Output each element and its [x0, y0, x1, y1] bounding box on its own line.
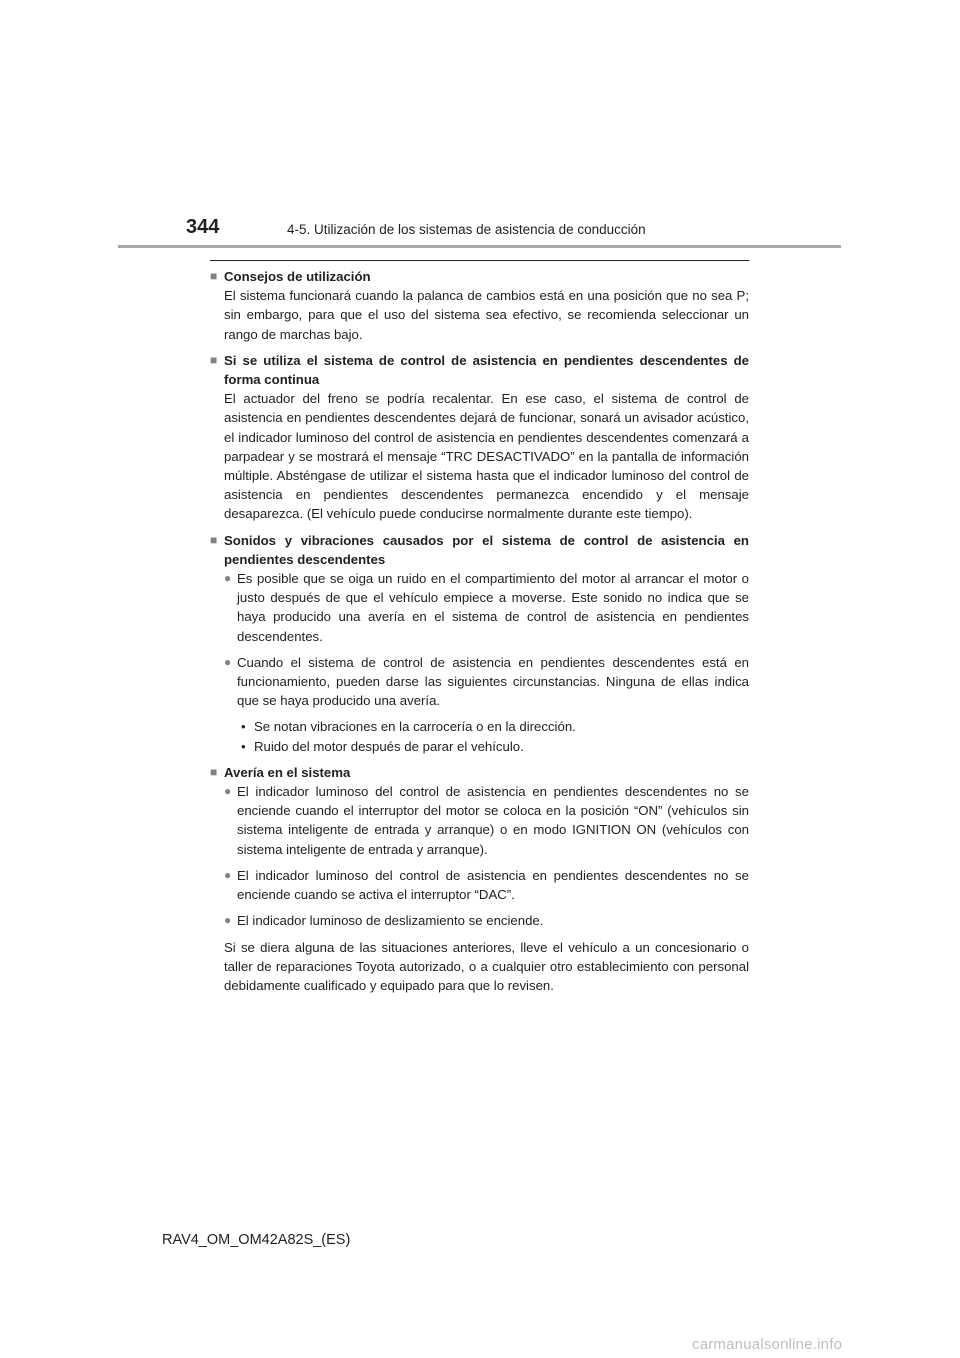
list-item — [224, 911, 749, 930]
square-bullet-icon: ■ — [210, 764, 218, 779]
topic-paragraph: El sistema funcionará cuando la palanca de cambios está en una posición que no sea P; sin embargo, para que el uso del sistema sea efectivo, se recomienda seleccionar un rango de marchas bajo. — [224, 288, 749, 342]
sub-list-item — [237, 717, 749, 736]
list-item — [224, 569, 749, 646]
topic-heading-text: Consejos de utilización — [224, 269, 371, 284]
round-bullet-icon: ● — [224, 571, 232, 586]
page-number: 344 — [186, 216, 220, 238]
content-rule — [210, 260, 749, 261]
list-item-text: Cuando el sistema de control de asistencia en pendientes descendentes está en funcionamiento, pueden darse las siguientes circunstancias. Ninguna de ellas indica que se haya producido una avería. — [237, 654, 749, 709]
topic-heading — [210, 531, 749, 569]
list-item — [224, 866, 749, 904]
header-rule — [118, 245, 841, 248]
watermark-link[interactable]: carmanualsonline.info — [692, 1336, 843, 1353]
round-bullet-icon: ● — [224, 784, 232, 799]
topic-continuous-use — [210, 351, 749, 524]
topic-bullets — [210, 569, 749, 756]
topic-system-failure — [210, 763, 749, 995]
list-item-text: El indicador luminoso del control de asistencia en pendientes descendentes no se enciende cuando se activa el interruptor “DAC”. — [237, 867, 749, 903]
sub-list-item-text: Ruido del motor después de parar el vehículo. — [254, 738, 524, 754]
round-bullet-icon: ● — [224, 913, 232, 928]
square-bullet-icon: ■ — [210, 532, 218, 547]
topic-bullets — [210, 782, 749, 995]
list-item-text: El indicador luminoso del control de asistencia en pendientes descendentes no se enciende cuando el interruptor del motor se coloca en la posición “ON” (vehículos sin sistema inteligente de entrada y arranque) o en modo IGNITION ON (vehículos con sistema inteligente de entrada y arranque). — [237, 784, 749, 857]
list-item-text: El indicador luminoso de deslizamiento se enciende. — [237, 913, 544, 929]
topic-heading — [210, 267, 749, 286]
topic-heading — [210, 351, 749, 389]
topic-heading-text: Si se utiliza el sistema de control de asistencia en pendientes descendentes de forma continua — [224, 352, 749, 388]
sub-list — [224, 717, 749, 755]
square-bullet-icon: ■ — [210, 352, 218, 367]
topic-usage-tips — [210, 267, 749, 344]
list-item-text: Es posible que se oiga un ruido en el compartimiento del motor al arrancar el motor o justo después de que el vehículo empiece a moverse. Este sonido no indica que se haya producido una avería en el sistema de control de asistencia en pendientes descendentes. — [237, 571, 749, 644]
topic-paragraph: El actuador del freno se podría recalentar. En ese caso, el sistema de control de asistencia en pendientes descendentes dejará de funcionar, sonará un avisador acústico, el indicador luminoso del control de asistencia en pendientes descendentes comenzará a parpadear y se mostrará el mensaje “TRC DESACTIVADO” en la pantalla de información múltiple. Absténgase de utilizar el sistema hasta que el indicador luminoso del control de asistencia en pendientes descendentes permanezca encendido y el mensaje desaparezca. (El vehículo puede conducirse normalmente durante este tiempo). — [224, 391, 749, 522]
dot-mark-icon: • — [241, 738, 246, 754]
document-code: RAV4_OM_OM42A82S_(ES) — [162, 1232, 351, 1248]
topic-heading — [210, 763, 749, 782]
list-item — [224, 653, 749, 711]
sub-list-item-text: Se notan vibraciones en la carrocería o en la dirección. — [254, 719, 576, 735]
topic-heading-text: Avería en el sistema — [224, 764, 351, 780]
closing-paragraph: Si se diera alguna de las situaciones anteriores, lleve el vehículo a un concesionario o taller de reparaciones Toyota autorizado, o a cualquier otro establecimiento con personal debidamente cualificado y equipado para que lo revisen. — [224, 939, 749, 993]
page-content — [210, 267, 749, 1002]
round-bullet-icon: ● — [224, 867, 232, 882]
list-item — [224, 782, 749, 859]
topic-heading-text: Sonidos y vibraciones causados por el sistema de control de asistencia en pendientes descendentes — [224, 532, 749, 567]
dot-mark-icon: • — [241, 719, 246, 735]
round-bullet-icon: ● — [224, 654, 232, 669]
topic-sounds-vibrations — [210, 531, 749, 756]
sub-list-item — [237, 737, 749, 756]
square-bullet-icon: ■ — [210, 269, 218, 283]
section-title: 4-5. Utilización de los sistemas de asistencia de conducción — [287, 222, 646, 237]
